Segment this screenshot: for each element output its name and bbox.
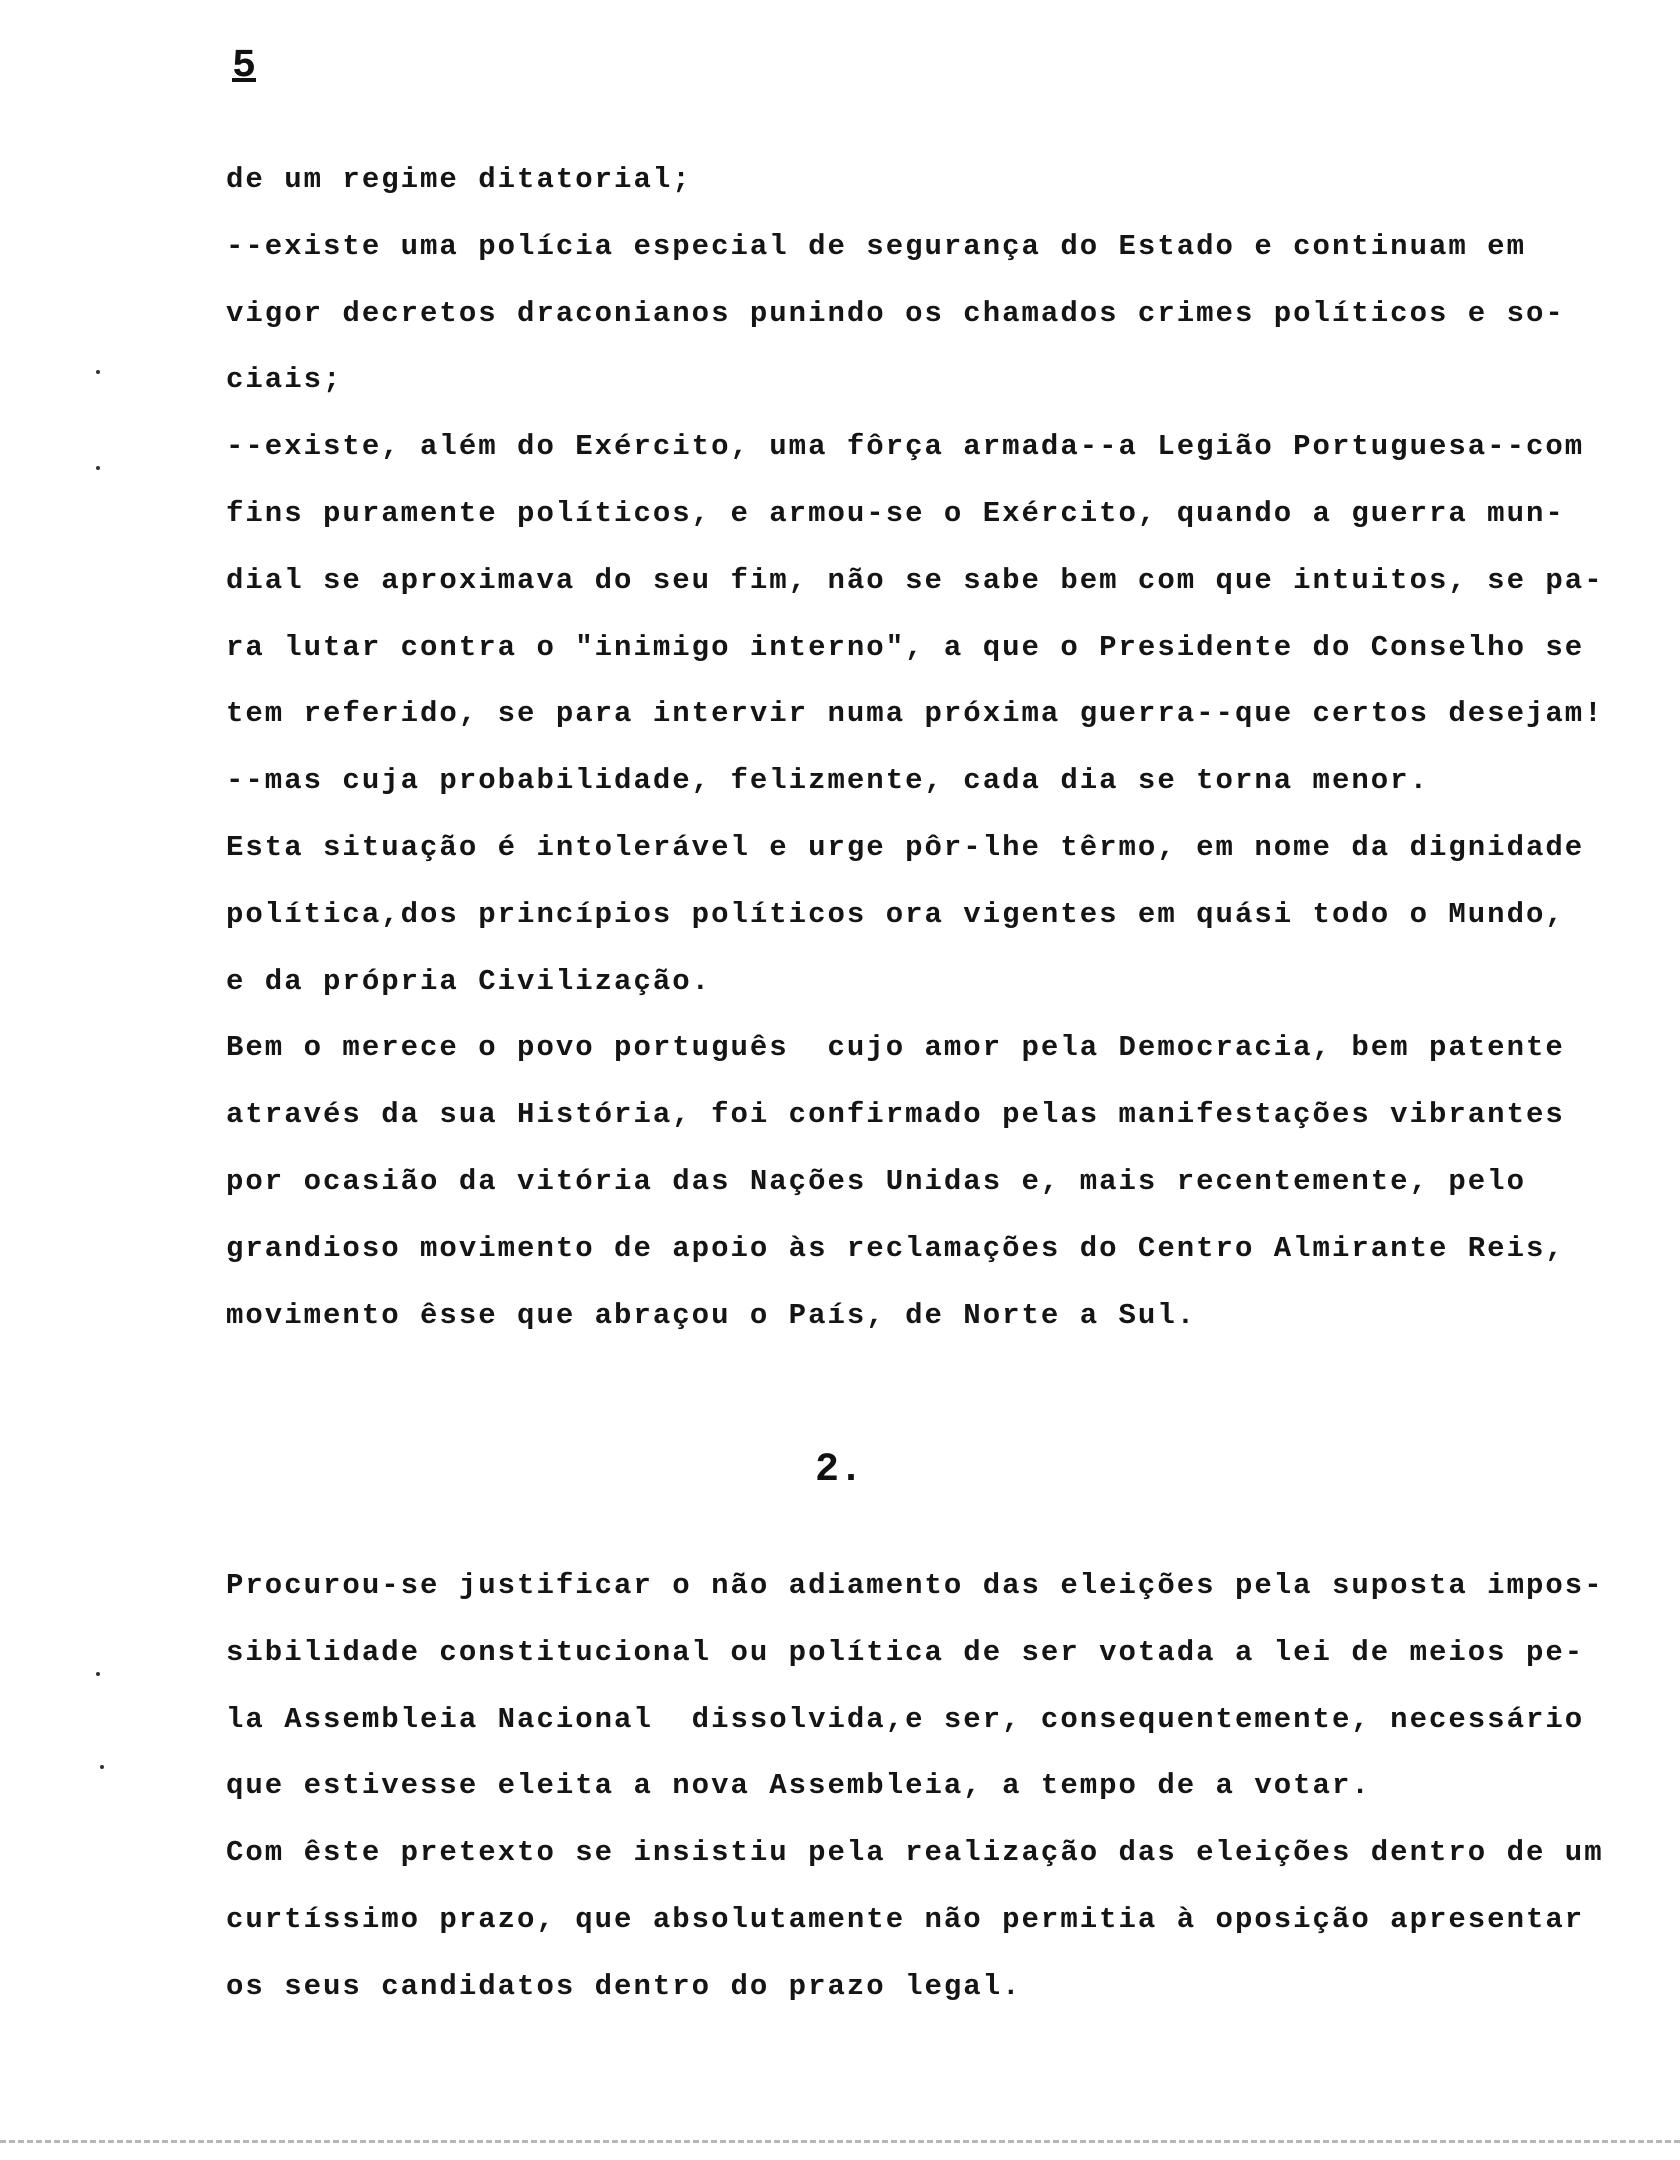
text-line: por ocasião da vitória das Nações Unidas e, mais recentemente, pelo: [226, 1164, 1526, 1198]
section-heading: 2.: [815, 1448, 864, 1493]
text-line: através da sua História, foi confirmado pelas manifestações vibrantes: [226, 1098, 1565, 1132]
text-line: ciais;: [226, 363, 343, 397]
margin-speck: [96, 370, 100, 374]
text-line: --mas cuja probabilidade, felizmente, cada dia se torna menor.: [226, 764, 1429, 798]
text-line: grandioso movimento de apoio às reclamações do Centro Almirante Reis,: [226, 1231, 1565, 1265]
text-line: Com êste pretexto se insistiu pela realização das eleições dentro de um: [226, 1836, 1604, 1870]
text-line: la Assembleia Nacional dissolvida,e ser, consequentemente, necessário: [226, 1702, 1585, 1736]
text-line: Procurou-se justificar o não adiamento das eleições pela suposta impos-: [226, 1569, 1604, 1602]
page-number: 5: [232, 44, 257, 89]
text-line: política,dos princípios políticos ora vigentes em quási todo o Mundo,: [226, 897, 1565, 931]
text-line: fins puramente políticos, e armou-se o Exército, quando a guerra mun-: [226, 496, 1565, 530]
margin-speck: [96, 1672, 100, 1676]
text-line: ra lutar contra o "inimigo interno", a que o Presidente do Conselho se: [226, 630, 1585, 664]
text-line: de um regime ditatorial;: [226, 163, 692, 196]
text-line: Esta situação é intolerável e urge pôr-lhe têrmo, em nome da dignidade: [226, 830, 1585, 864]
margin-speck: [100, 1765, 104, 1769]
text-line: --existe uma polícia especial de segurança do Estado e continuam em: [226, 229, 1526, 263]
text-line: Bem o merece o povo português cujo amor pela Democracia, bem patente: [226, 1031, 1565, 1065]
bottom-scan-edge: [0, 2140, 1680, 2143]
text-line: que estivesse eleita a nova Assembleia, a tempo de a votar.: [226, 1769, 1371, 1803]
text-line: vigor decretos draconianos punindo os chamados crimes políticos e so-: [226, 296, 1565, 330]
text-line: e da própria Civilização.: [226, 964, 712, 998]
text-line: os seus candidatos dentro do prazo legal.: [226, 1969, 1022, 2003]
text-line: dial se aproximava do seu fim, não se sabe bem com que intuitos, se pa-: [226, 563, 1604, 597]
text-line: movimento êsse que abraçou o País, de Norte a Sul.: [226, 1298, 1197, 1332]
text-line: --existe, além do Exército, uma fôrça armada--a Legião Portuguesa--com: [226, 430, 1585, 464]
text-line: sibilidade constitucional ou política de ser votada a lei de meios pe-: [226, 1635, 1585, 1669]
text-line: curtíssimo prazo, que absolutamente não permitia à oposição apresentar: [226, 1902, 1585, 1936]
section-1-text: [226, 163, 1646, 1365]
section-2-text: [226, 1569, 1646, 2037]
margin-speck: [96, 466, 100, 470]
text-line: tem referido, se para intervir numa próxima guerra--que certos desejam!: [226, 697, 1604, 731]
